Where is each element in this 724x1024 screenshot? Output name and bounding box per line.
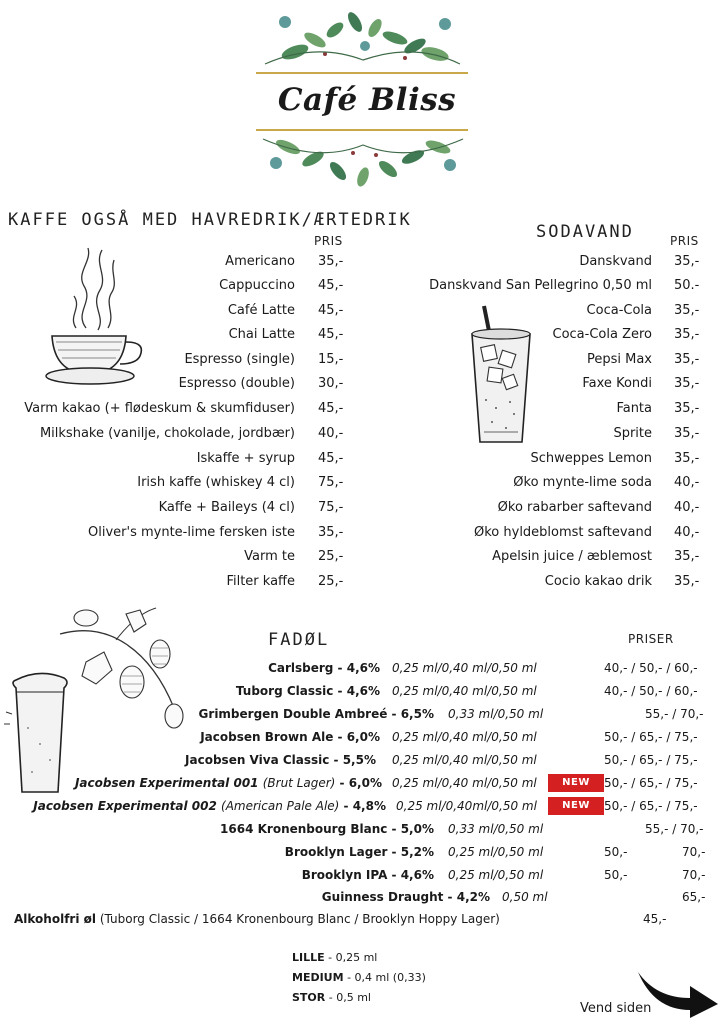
coffee-item-price: 30,- [318,376,344,391]
beer-name: Carlsberg - 4,6% [268,661,380,675]
alcohol-free-price: 45,- [643,912,667,926]
coffee-item-name: Iskaffe + syrup [196,451,295,466]
coffee-item-name: Chai Latte [228,327,295,342]
beer-prices: 50,- / 65,- / 75,- [604,730,698,744]
coffee-item-name: Filter kaffe [226,574,295,589]
beer-name: Brooklyn IPA - 4,6% [301,868,434,882]
soda-item-price: 35,- [674,574,700,589]
list-item [674,522,714,544]
coffee-item-name: Espresso (single) [184,352,295,367]
coffee-item-name: Café Latte [227,303,295,318]
soda-item-name: Øko mynte-lime soda [513,475,652,490]
beer-name-sub: (Brut Lager) [262,776,336,790]
beer-name: Brooklyn Lager - 5,2% [284,845,434,859]
soda-item-price: 40,- [674,500,700,515]
soda-item-name: Fanta [616,401,652,416]
table-row [0,886,490,908]
soda-item-price: 35,- [674,327,700,342]
legend-value: - 0,25 ml [328,951,378,964]
soda-item-name: Cocio kakao drik [544,574,652,589]
list-item [360,300,652,322]
soda-item-name: Faxe Kondi [582,376,652,391]
coffee-item-price: 40,- [318,426,344,441]
beer-name [75,772,382,794]
beer-name: Grimbergen Double Ambreé - 6,5% [198,707,434,721]
list-item [360,448,652,470]
beer-sizes: 0,25 ml/0,40 ml/0,50 ml [392,684,537,698]
soda-item-name: Schweppes Lemon [530,451,652,466]
size-legend-lille [292,948,377,968]
beer-prices: 50,- / 65,- / 75,- [604,799,698,813]
coffee-item-price: 45,- [318,401,344,416]
list-item [0,251,295,273]
legend-key: STOR [292,991,326,1004]
arrow-right-icon[interactable] [636,968,720,1020]
table-row [0,772,382,794]
list-item [674,546,714,568]
coffee-item-price: 45,- [318,303,344,318]
soda-item-price: 35,- [674,549,700,564]
list-item [318,497,358,519]
soda-item-name: Danskvand [579,254,652,269]
list-item [318,571,358,593]
beer-name-pct: - 6,0% [339,776,382,790]
coffee-item-name: Americano [225,254,295,269]
soda-item-price: 50.- [674,278,700,293]
soda-item-name: Apelsin juice / æblemost [492,549,652,564]
coffee-item-price: 75,- [318,500,344,515]
list-item [0,373,295,395]
list-item [318,349,358,371]
coffee-item-name: Milkshake (vanilje, chokolade, jordbær) [39,426,295,441]
list-item [318,448,358,470]
list-item [0,571,295,593]
beer-prices: 40,- / 50,- / 60,- [604,661,698,675]
leaf-garland-bottom-icon [258,133,468,191]
soda-item-price: 40,- [674,475,700,490]
table-row [0,657,380,679]
list-item [674,423,714,445]
beer-sizes: 0,33 ml/0,50 ml [448,822,544,836]
list-item [674,300,714,322]
soda-item-price: 35,- [674,352,700,367]
soda-price-header: PRIS [670,234,699,248]
list-item [360,546,652,568]
soda-item-name: Coca-Cola [586,303,652,318]
coffee-price-header: PRIS [314,234,343,248]
coffee-item-name: Varm te [244,549,295,564]
list-item [674,251,714,273]
coffee-item-price: 45,- [318,451,344,466]
list-item [674,448,714,470]
soda-item-name: Danskvand San Pellegrino 0,50 ml [429,278,652,293]
list-item [360,472,652,494]
beer-sizes: 0,25 ml/0,40ml/0,50 ml [396,799,537,813]
list-item [318,398,358,420]
soda-item-name: Pepsi Max [586,352,652,367]
list-item [674,398,714,420]
beer-price-small: 50,- [604,868,628,882]
list-item [0,522,295,544]
list-item [360,522,652,544]
coffee-item-name: Espresso (double) [178,376,295,391]
coffee-item-price: 45,- [318,327,344,342]
gold-divider-bottom [256,129,468,131]
coffee-item-name: Cappuccino [219,278,295,293]
list-item [0,349,295,371]
list-item [0,448,295,470]
soda-item-name: Øko rabarber saftevand [497,500,652,515]
size-legend-medium [292,968,426,988]
coffee-item-price: 75,- [318,475,344,490]
beer-name [33,795,386,817]
coffee-item-name: Oliver's mynte-lime fersken iste [88,525,295,540]
list-item [360,275,652,297]
beer-name-pct: - 4,8% [343,799,386,813]
coffee-item-name: Kaffe + Baileys (4 cl) [158,500,295,515]
list-item [318,275,358,297]
list-item [318,546,358,568]
list-item [674,324,714,346]
new-badge: NEW [548,797,604,815]
beer-sizes: 0,50 ml [502,890,548,904]
list-item [360,324,652,346]
beer-sizes: 0,25 ml/0,40 ml/0,50 ml [392,776,537,790]
list-item [674,497,714,519]
soda-item-price: 35,- [674,426,700,441]
beer-prices: 50,- / 65,- / 75,- [604,776,698,790]
beer-sizes: 0,25 ml/0,40 ml/0,50 ml [392,753,537,767]
list-item [674,571,714,593]
table-row [0,841,434,863]
list-item [318,300,358,322]
table-row [0,795,386,817]
list-item [360,571,652,593]
size-legend-stor [292,988,371,1008]
coffee-item-price: 25,- [318,574,344,589]
list-item [318,324,358,346]
leaf-garland-top-icon [255,2,470,70]
table-row [0,749,376,771]
coffee-item-price: 45,- [318,278,344,293]
beer-name-sub: (American Pale Ale) [221,799,340,813]
soda-item-price: 40,- [674,525,700,540]
beer-sizes: 0,25 ml/0,50 ml [448,845,544,859]
coffee-item-price: 35,- [318,525,344,540]
soda-item-name: Sprite [613,426,652,441]
beer-prices: 55,- / 70,- [645,707,704,721]
beer-price-large: 65,- [682,890,706,904]
beer-name-main: Jacobsen Experimental 002 [33,799,217,813]
beer-section-title: FADØL [268,630,330,650]
coffee-item-price: 15,- [318,352,344,367]
list-item [0,300,295,322]
beer-name: 1664 Kronenbourg Blanc - 5,0% [220,822,434,836]
beer-price-header: PRISER [628,632,674,646]
beer-price-large: 70,- [682,868,706,882]
list-item [360,497,652,519]
list-item [318,522,358,544]
list-item [318,373,358,395]
list-item [0,546,295,568]
list-item [318,472,358,494]
table-row [0,726,380,748]
beer-sizes: 0,25 ml/0,40 ml/0,50 ml [392,661,537,675]
soda-section-title: SODAVAND [536,222,634,242]
alcohol-free-row [14,908,574,930]
beer-price-large: 70,- [682,845,706,859]
beer-prices: 40,- / 50,- / 60,- [604,684,698,698]
coffee-item-price: 25,- [318,549,344,564]
list-item [0,275,295,297]
list-item [674,373,714,395]
soda-item-name: Coca-Cola Zero [552,327,652,342]
new-badge: NEW [548,774,604,792]
list-item [0,472,295,494]
table-row [0,703,434,725]
list-item [0,423,295,445]
alcohol-free-label: Alkoholfri øl [14,912,96,926]
beer-sizes: 0,25 ml/0,50 ml [448,868,544,882]
soda-item-price: 35,- [674,401,700,416]
beer-prices: 50,- / 65,- / 75,- [604,753,698,767]
list-item [0,324,295,346]
list-item [674,275,714,297]
legend-value: - 0,5 ml [328,991,371,1004]
cafe-logo-title: Café Bliss [277,82,457,118]
coffee-item-name: Irish kaffe (whiskey 4 cl) [137,475,295,490]
list-item [318,251,358,273]
beer-prices: 55,- / 70,- [645,822,704,836]
list-item [0,497,295,519]
legend-key: MEDIUM [292,971,344,984]
coffee-item-price: 35,- [318,254,344,269]
soda-item-price: 35,- [674,303,700,318]
soda-item-price: 35,- [674,254,700,269]
beer-name: Guinness Draught - 4,2% [321,890,490,904]
beer-name: Jacobsen Viva Classic - 5,5% [185,753,376,767]
list-item [674,349,714,371]
list-item [360,423,652,445]
list-item [318,423,358,445]
coffee-section-title: KAFFE OGSÅ MED HAVREDRIK/ÆRTEDRIK [8,210,412,230]
legend-value: - 0,4 ml (0,33) [347,971,426,984]
list-item [360,373,652,395]
alcohol-free-detail: (Tuborg Classic / 1664 Kronenbourg Blanc / Brooklyn Hoppy Lager) [99,912,500,926]
legend-key: LILLE [292,951,325,964]
beer-name: Jacobsen Brown Ale - 6,0% [200,730,380,744]
coffee-item-name: Varm kakao (+ flødeskum & skumfiduser) [24,401,295,416]
list-item [674,472,714,494]
beer-sizes: 0,25 ml/0,40 ml/0,50 ml [392,730,537,744]
list-item [0,398,295,420]
table-row [0,680,380,702]
beer-name-main: Jacobsen Experimental 001 [74,776,259,790]
table-row [0,818,434,840]
soda-item-price: 35,- [674,451,700,466]
soda-item-price: 35,- [674,376,700,391]
list-item [360,251,652,273]
alcohol-free-text [14,908,500,930]
soda-item-name: Øko hyldeblomst saftevand [474,525,652,540]
table-row [0,864,434,886]
beer-sizes: 0,33 ml/0,50 ml [448,707,544,721]
list-item [360,398,652,420]
beer-price-small: 50,- [604,845,628,859]
turn-page-link[interactable]: Vend siden [580,1001,652,1016]
list-item [360,349,652,371]
beer-name: Tuborg Classic - 4,6% [235,684,380,698]
